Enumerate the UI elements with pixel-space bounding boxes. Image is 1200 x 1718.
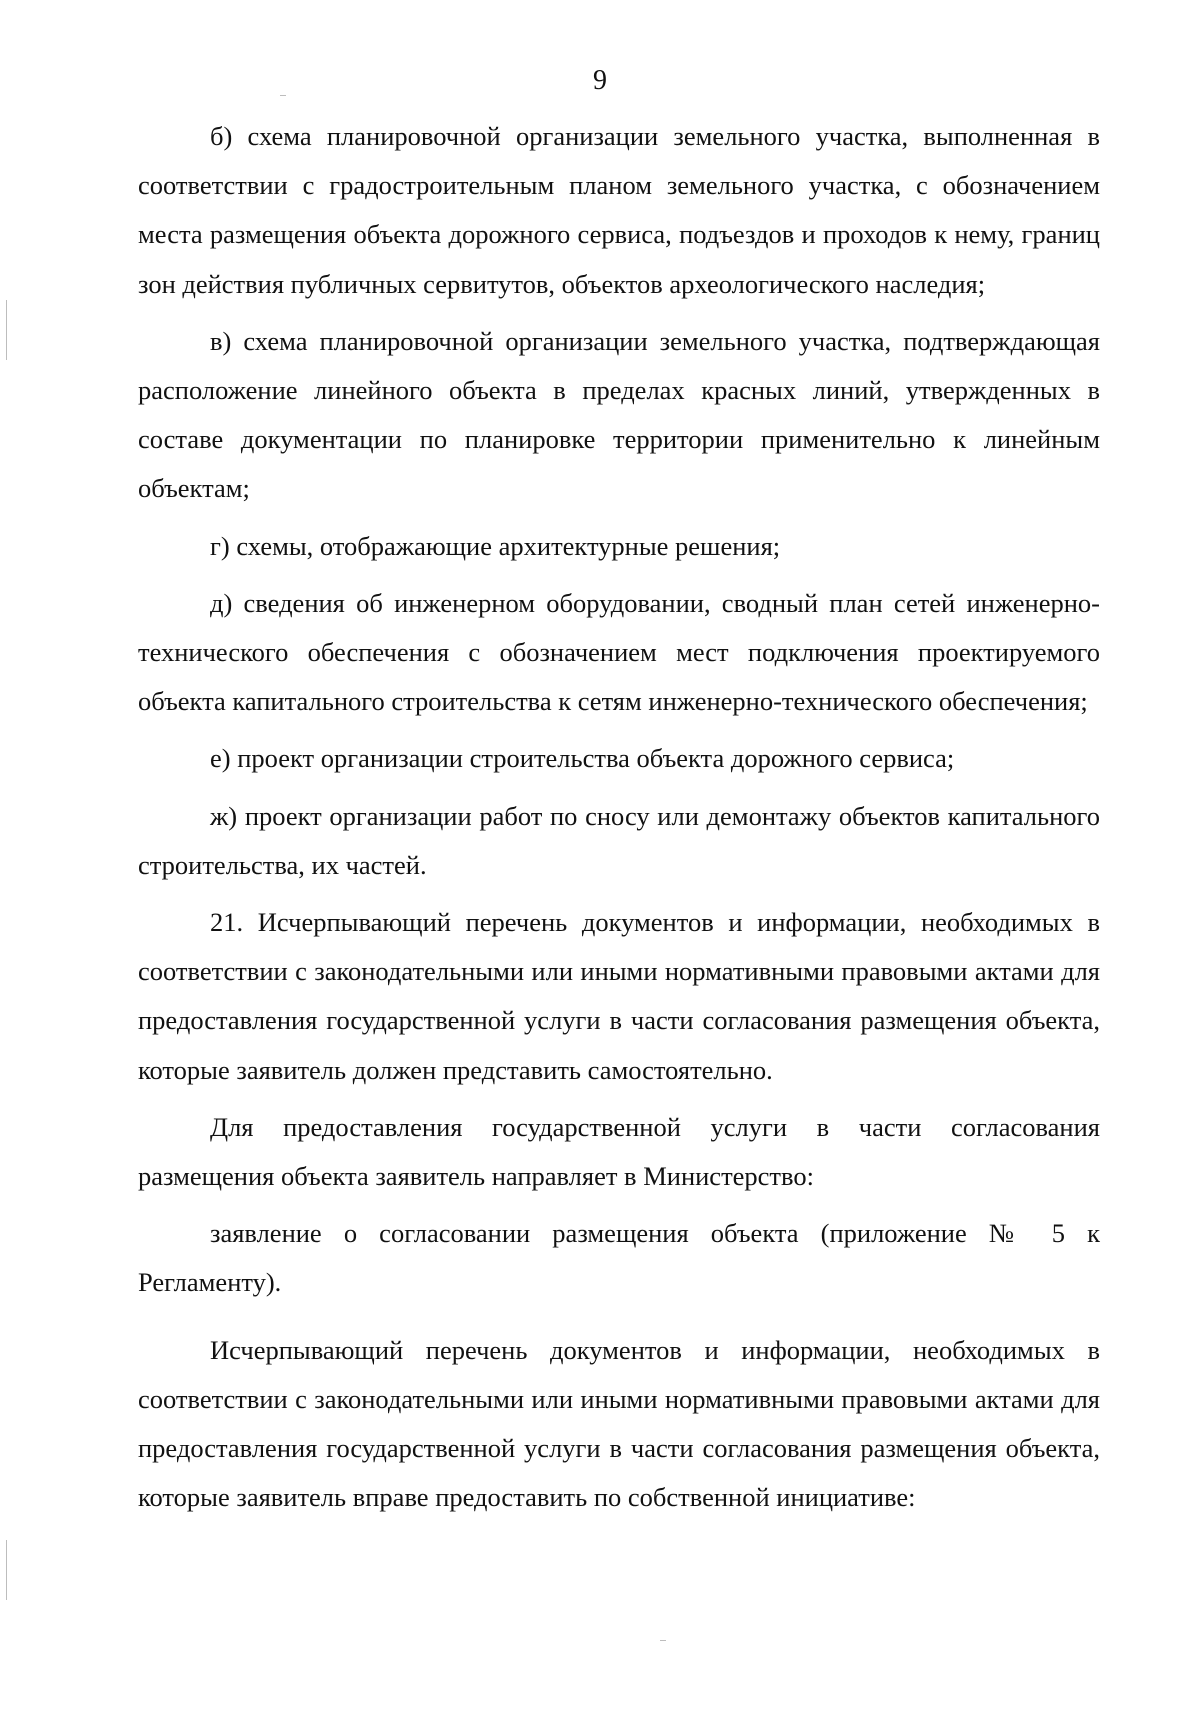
paragraph-g: г) схемы, отображающие архитектурные решения; [210,530,781,561]
paragraph-b: б) схема планировочной организации земельного участка, выполненная в соответствии с градостроительным планом земельного участка, с обозначением места размещения объекта дорожного сервиса, подъездов и проходов к нему, границ зон действия публичных сервитутов, объектов археологического наследия; [138,121,1100,299]
paragraph-zh: ж) проект организации работ по сносу или демонтажу объектов капитального строительства, их частей. [138,800,1100,880]
paragraph-e: е) проект организации строительства объекта дорожного сервиса; [210,743,955,774]
paragraph-exhaustive-list: Исчерпывающий перечень документов и информации, необходимых в соответствии с законодательными или иными нормативными правовыми актами для предоставления государственной услуги в части согласования размещения объекта, которые заявитель вправе предоставить по собственной инициативе: [138,1334,1100,1513]
paragraph-for-provision: Для предоставления государственной услуги в части согласования размещения объекта заявитель направляет в Министерство: [138,1111,1100,1192]
scan-artifact [280,95,286,96]
scan-artifact [6,1540,7,1600]
paragraph-v: в) схема планировочной организации земельного участка, подтверждающая расположение линейного объекта в пределах красных линий, утвержденных в составе документации по планировке территории применительно к линейным объектам; [138,325,1100,504]
paragraph-application: заявление о согласовании размещения объекта (приложение № 5 к Регламенту). [138,1218,1100,1298]
document-body [138,112,1100,1522]
page-number: 9 [593,65,607,96]
paragraph-d: д) сведения об инженерном оборудовании, сводный план сетей инженерно-технического обеспечения с обозначением мест подключения проектируемого объекта капитального строительства к сетям инженерно-технического обеспечения; [138,587,1100,717]
paragraph-21: 21. Исчерпывающий перечень документов и информации, необходимых в соответствии с законодательными или иными нормативными правовыми актами для предоставления государственной услуги в части согласования размещения объекта, которые заявитель должен представить самостоятельно. [138,907,1100,1085]
scan-artifact [660,1640,666,1641]
scan-artifact [6,300,7,360]
